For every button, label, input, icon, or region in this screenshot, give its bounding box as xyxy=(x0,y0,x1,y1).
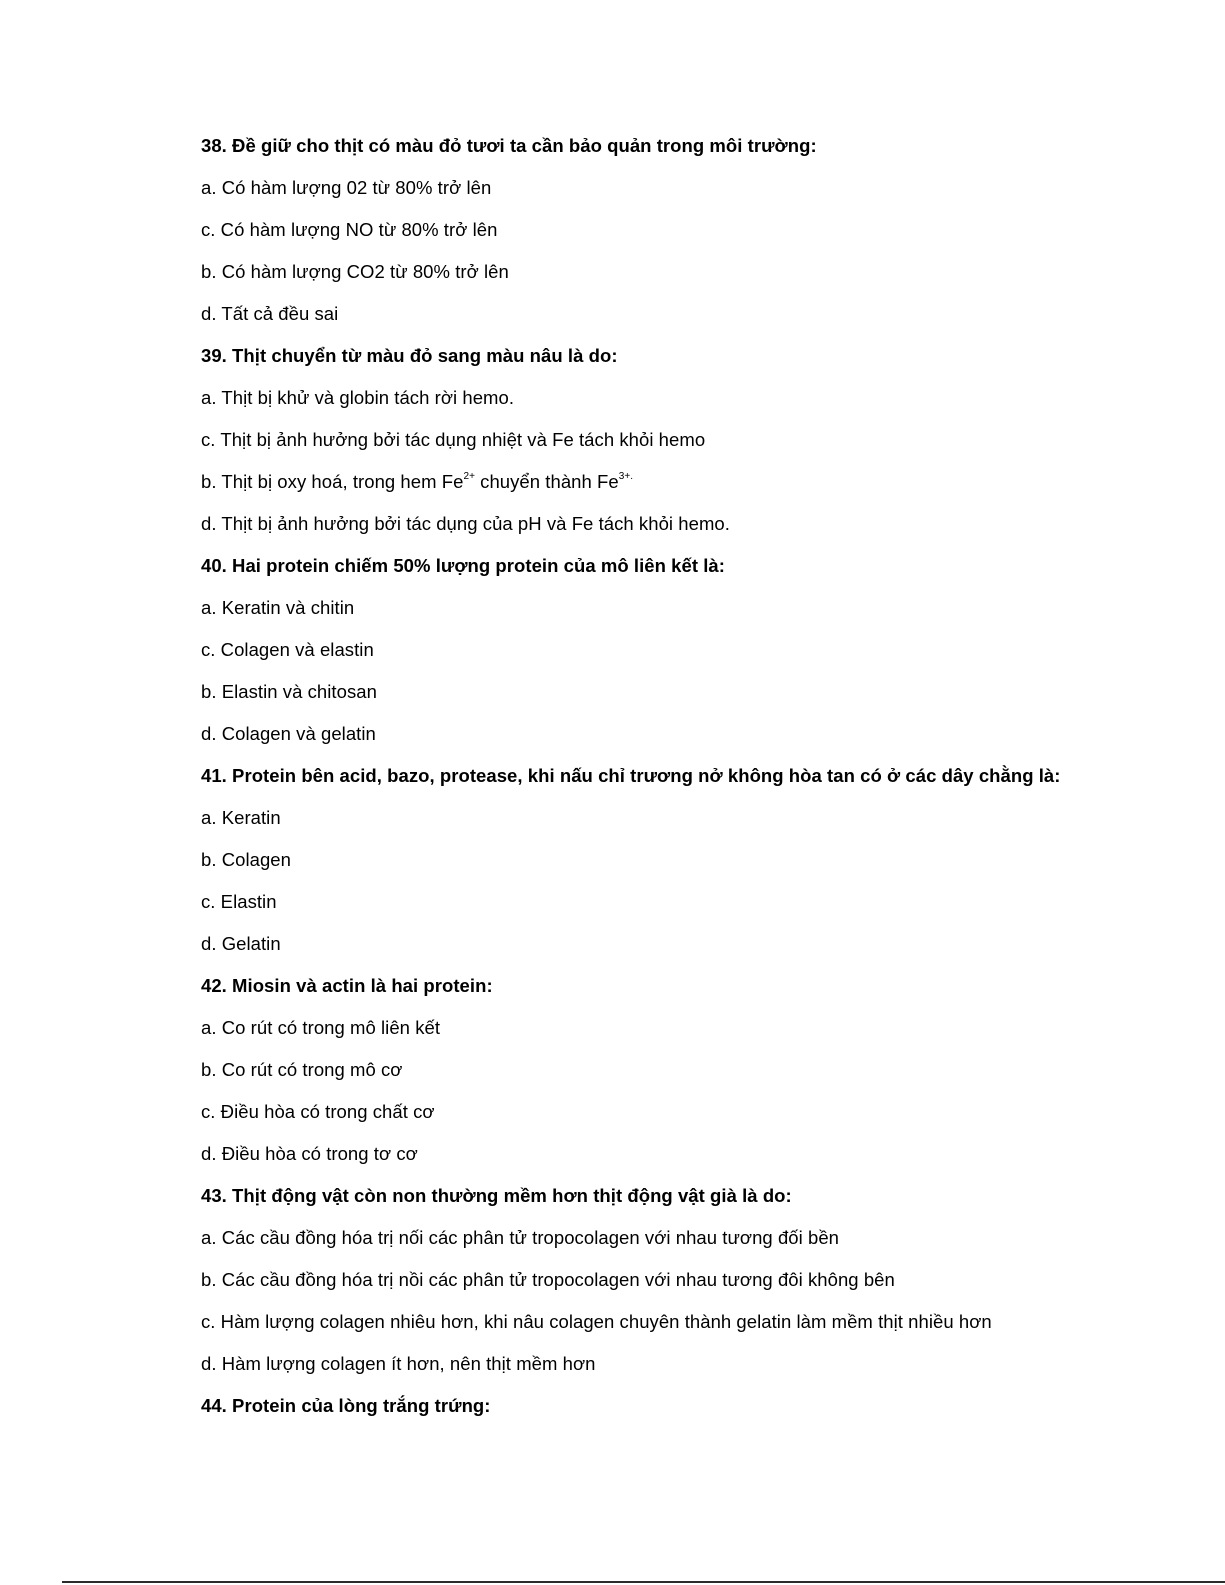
question-43-option-c: c. Hàm lượng colagen nhiêu hơn, khi nâu colagen chuyên thành gelatin làm mềm thịt nhiều hơn xyxy=(201,1311,992,1332)
question-40-option-c: c. Colagen và elastin xyxy=(201,639,374,660)
question-39-option-c: c. Thịt bị ảnh hưởng bởi tác dụng nhiệt và Fe tách khỏi hemo xyxy=(201,429,706,450)
question-41-option-a: a. Keratin xyxy=(201,807,281,828)
question-40: 40. Hai protein chiếm 50% lượng protein của mô liên kết là: xyxy=(201,555,725,576)
question-39-option-b-start: b. Thịt bị oxy hoá, trong hem Fe xyxy=(201,471,464,492)
question-42-option-a: a. Co rút có trong mô liên kết xyxy=(201,1017,441,1038)
question-41-option-b: b. Colagen xyxy=(201,849,291,870)
fe3-superscript: 3+. xyxy=(618,470,634,482)
question-38: 38. Đề giữ cho thịt có màu đỏ tươi ta cần bảo quản trong môi trường: xyxy=(201,135,817,156)
question-40-option-b: b. Elastin và chitosan xyxy=(201,681,377,702)
fe2-superscript: 2+ xyxy=(463,470,475,482)
question-41-option-c: c. Elastin xyxy=(201,891,277,912)
question-39-option-a: a. Thịt bị khử và globin tách rời hemo. xyxy=(201,387,515,408)
question-39: 39. Thịt chuyển từ màu đỏ sang màu nâu là do: xyxy=(201,345,618,366)
question-38-option-c: c. Có hàm lượng NO từ 80% trở lên xyxy=(201,219,498,240)
question-43-option-d: d. Hàm lượng colagen ít hơn, nên thịt mềm hơn xyxy=(201,1353,596,1374)
question-44: 44. Protein của lòng trắng trứng: xyxy=(201,1395,491,1416)
question-41-option-d: d. Gelatin xyxy=(201,933,281,954)
question-43: 43. Thịt động vật còn non thường mềm hơn thịt động vật già là do: xyxy=(201,1185,792,1206)
question-39-option-b-middle: chuyển thành Fe xyxy=(474,471,619,492)
question-39-option-d: d. Thịt bị ảnh hưởng bởi tác dụng của pH và Fe tách khỏi hemo. xyxy=(201,513,730,534)
question-42-option-d: d. Điều hòa có trong tơ cơ xyxy=(201,1143,418,1164)
question-42-option-c: c. Điều hòa có trong chất cơ xyxy=(201,1101,435,1122)
question-40-option-a: a. Keratin và chitin xyxy=(201,597,355,618)
question-38-option-d: d. Tất cả đều sai xyxy=(201,303,339,324)
question-42: 42. Miosin và actin là hai protein: xyxy=(201,975,493,996)
document-page xyxy=(201,132,1201,1434)
question-38-option-a: a. Có hàm lượng 02 từ 80% trở lên xyxy=(201,177,492,198)
question-39-option-b xyxy=(201,468,1201,510)
page-bottom-divider xyxy=(62,1581,1225,1583)
question-42-option-b: b. Co rút có trong mô cơ xyxy=(201,1059,403,1080)
question-43-option-a: a. Các cầu đồng hóa trị nối các phân tử tropocolagen với nhau tương đối bền xyxy=(201,1227,839,1248)
question-43-option-b: b. Các cầu đồng hóa trị nồi các phân tử tropocolagen với nhau tương đôi không bên xyxy=(201,1269,895,1290)
question-41: 41. Protein bên acid, bazo, protease, khi nấu chỉ trương nở không hòa tan có ở các dây chằng là: xyxy=(201,765,1061,786)
question-38-option-b: b. Có hàm lượng CO2 từ 80% trở lên xyxy=(201,261,509,282)
question-40-option-d: d. Colagen và gelatin xyxy=(201,723,376,744)
